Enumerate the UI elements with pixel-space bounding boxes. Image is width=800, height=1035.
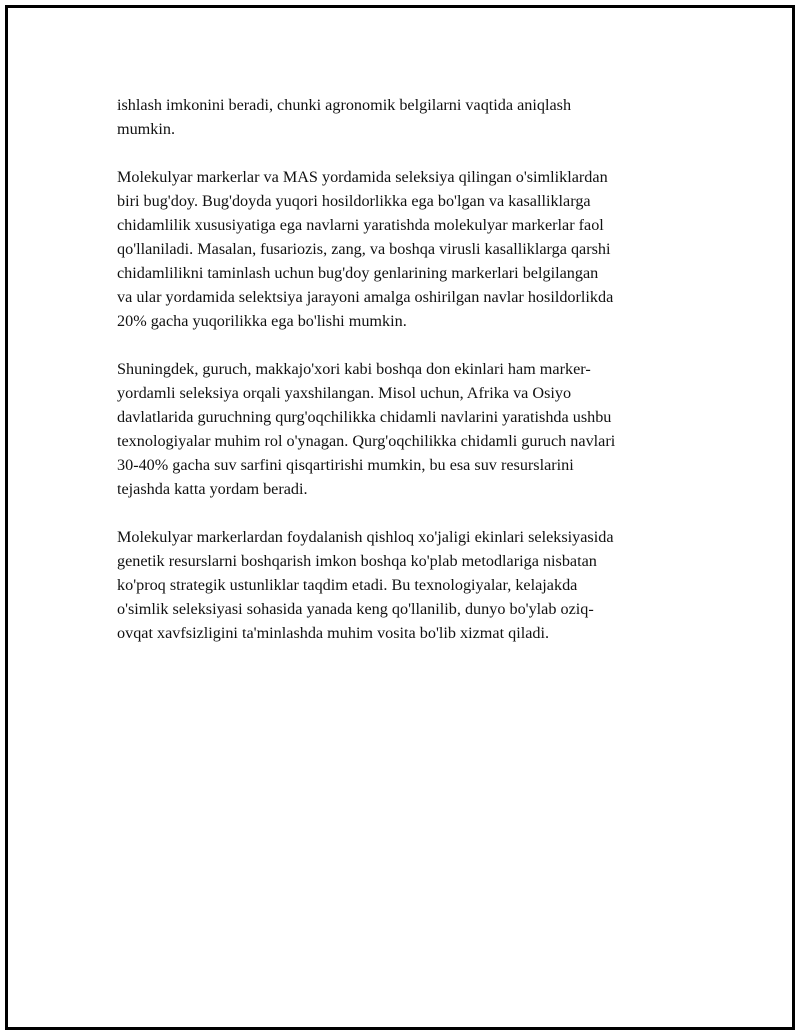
text-line: 30-40% gacha suv sarfini qisqartirishi mumkin, bu esa suv resurslarini — [117, 456, 574, 474]
text-line: yordamli seleksiya orqali yaxshilangan. Misol uchun, Afrika va Osiyo — [117, 384, 572, 402]
paragraph-3 — [117, 357, 697, 501]
text-line: chidamlilik xususiyatiga ega navlarni yaratishda molekulyar markerlar faol — [117, 216, 604, 234]
text-line: Molekulyar markerlar va MAS yordamida seleksiya qilingan o'simliklardan — [117, 168, 608, 186]
paragraph-2 — [117, 165, 697, 333]
text-line: texnologiyalar muhim rol o'ynagan. Qurg'oqchilikka chidamli guruch navlari — [117, 432, 616, 450]
text-line: davlatlarida guruchning qurg'oqchilikka chidamli navlarini yaratishda ushbu — [117, 408, 612, 426]
text-line: ishlash imkonini beradi, chunki agronomik belgilarni vaqtida aniqlash — [117, 96, 572, 114]
paragraph-1 — [117, 93, 697, 141]
text-line: tejashda katta yordam beradi. — [117, 480, 308, 498]
text-line: Shuningdek, guruch, makkajo'xori kabi boshqa don ekinlari ham marker- — [117, 360, 591, 378]
text-line: mumkin. — [117, 120, 176, 138]
text-line: qo'llaniladi. Masalan, fusariozis, zang, va boshqa virusli kasalliklarga qarshi — [117, 240, 611, 258]
paragraph-4 — [117, 525, 697, 645]
text-line: biri bug'doy. Bug'doyda yuqori hosildorlikka ega bo'lgan va kasalliklarga — [117, 192, 591, 210]
text-line: 20% gacha yuqorilikka ega bo'lishi mumkin. — [117, 312, 407, 330]
text-line: ovqat xavfsizligini ta'minlashda muhim vosita bo'lib xizmat qiladi. — [117, 624, 550, 642]
text-line: o'simlik seleksiyasi sohasida yanada keng qo'llanilib, dunyo bo'ylab oziq- — [117, 600, 594, 618]
text-line: ko'proq strategik ustunliklar taqdim etadi. Bu texnologiyalar, kelajakda — [117, 576, 578, 594]
text-line: Molekulyar markerlardan foydalanish qishloq xo'jaligi ekinlari seleksiyasida — [117, 528, 614, 546]
text-line: va ular yordamida selektsiya jarayoni amalga oshirilgan navlar hosildorlikda — [117, 288, 614, 306]
page-content — [117, 93, 697, 669]
text-line: chidamlilikni taminlash uchun bug'doy genlarining markerlari belgilangan — [117, 264, 599, 282]
text-line: genetik resurslarni boshqarish imkon boshqa ko'plab metodlariga nisbatan — [117, 552, 597, 570]
